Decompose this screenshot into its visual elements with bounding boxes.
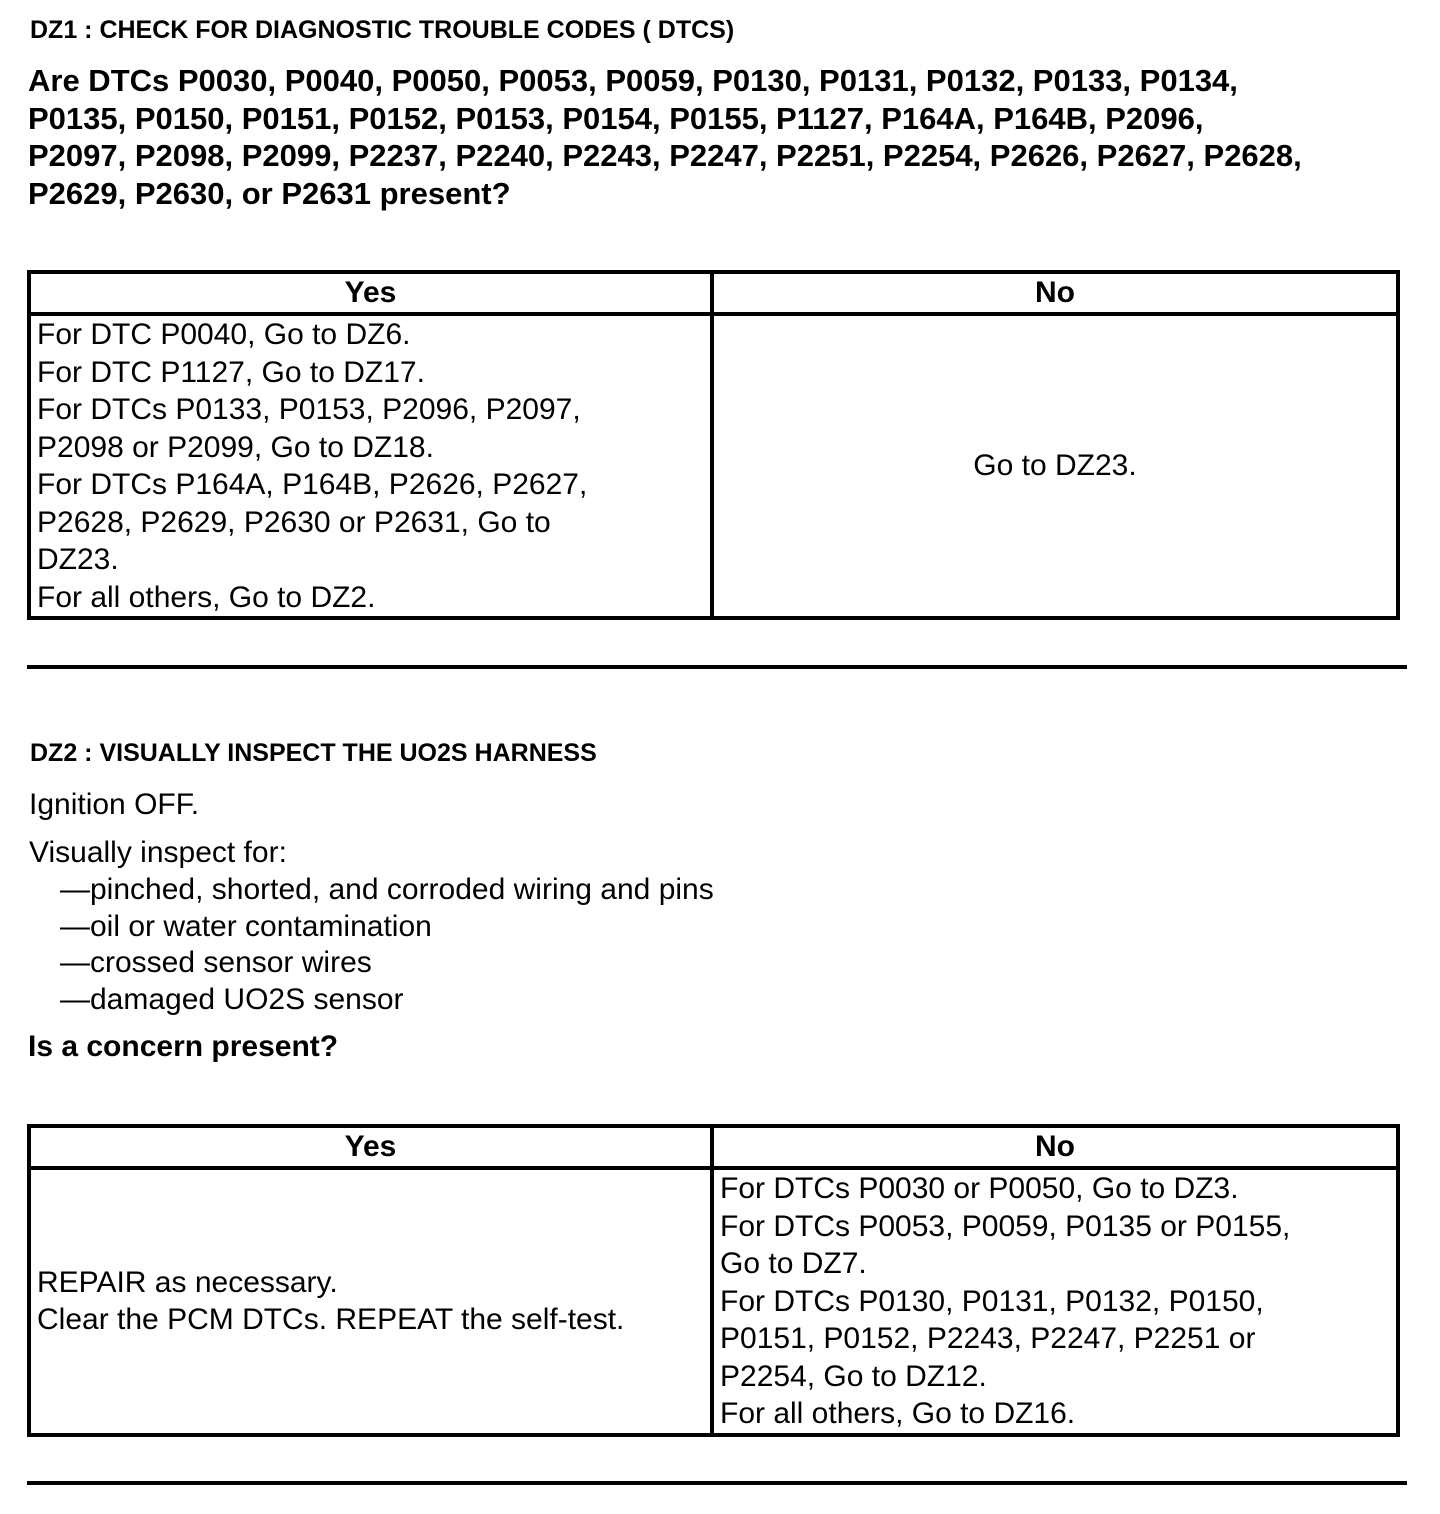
dz2-bullet: —oil or water contamination bbox=[60, 910, 432, 943]
dz2-no-line: For DTCs P0030 or P0050, Go to DZ3. bbox=[720, 1172, 1239, 1205]
dz1-table-body-row bbox=[29, 314, 1398, 618]
section-divider bbox=[27, 665, 1407, 669]
section-divider bbox=[27, 1481, 1407, 1485]
dz1-no-cell: Go to DZ23. bbox=[712, 314, 1398, 618]
dz1-question-line: P2097, P2098, P2099, P2237, P2240, P2243, P2247, P2251, P2254, P2626, P2627, P2628, bbox=[28, 138, 1302, 173]
dz1-no-header: No bbox=[712, 272, 1398, 314]
dz1-question-line: Are DTCs P0030, P0040, P0050, P0053, P0059, P0130, P0131, P0132, P0133, P0134, bbox=[28, 63, 1238, 98]
dz2-title: DZ2 : VISUALLY INSPECT THE UO2S HARNESS bbox=[30, 739, 597, 767]
dz2-bullet: —pinched, shorted, and corroded wiring and pins bbox=[60, 873, 714, 906]
dz2-yes-cell bbox=[29, 1168, 712, 1435]
dz1-yes-line: P2628, P2629, P2630 or P2631, Go to bbox=[37, 505, 551, 539]
dz1-question-line: P0135, P0150, P0151, P0152, P0153, P0154, P0155, P1127, P164A, P164B, P2096, bbox=[28, 100, 1204, 136]
dz2-decision-table bbox=[27, 1124, 1400, 1437]
dz2-no-header: No bbox=[712, 1126, 1398, 1168]
dz2-bullet: —damaged UO2S sensor bbox=[60, 983, 404, 1016]
dz1-yes-line: For DTC P0040, Go to DZ6. bbox=[37, 318, 411, 351]
dz2-yes-line: Clear the PCM DTCs. REPEAT the self-test. bbox=[37, 1303, 625, 1337]
dz2-yes-line: REPAIR as necessary. bbox=[37, 1265, 338, 1299]
dz2-no-line: P2254, Go to DZ12. bbox=[720, 1359, 987, 1393]
dz1-table-header-row bbox=[29, 272, 1398, 314]
dz2-no-cell bbox=[712, 1168, 1398, 1435]
dz2-bullet: —crossed sensor wires bbox=[60, 946, 372, 979]
dz1-yes-cell bbox=[29, 314, 712, 618]
dz1-question-line: P2629, P2630, or P2631 present? bbox=[28, 175, 511, 211]
dz1-yes-line: P2098 or P2099, Go to DZ18. bbox=[37, 430, 434, 464]
dz1-yes-header: Yes bbox=[29, 272, 712, 314]
dz1-yes-line: DZ23. bbox=[37, 543, 119, 576]
dz2-no-line: For DTCs P0053, P0059, P0135 or P0155, bbox=[720, 1209, 1291, 1243]
dz2-step-ignition: Ignition OFF. bbox=[29, 788, 200, 821]
dz2-no-line: Go to DZ7. bbox=[720, 1247, 867, 1280]
dz1-yes-line: For DTCs P164A, P164B, P2626, P2627, bbox=[37, 468, 588, 501]
dz1-question bbox=[28, 62, 1418, 212]
dz1-title: DZ1 : CHECK FOR DIAGNOSTIC TROUBLE CODES ( DTCS) bbox=[30, 16, 735, 44]
dz2-question: Is a concern present? bbox=[28, 1030, 339, 1063]
dz2-table-body-row bbox=[29, 1168, 1398, 1435]
dz2-yes-header: Yes bbox=[29, 1126, 712, 1168]
dz1-yes-line: For DTC P1127, Go to DZ17. bbox=[37, 355, 425, 389]
dz2-table-header-row bbox=[29, 1126, 1398, 1168]
dz2-no-line: P0151, P0152, P2243, P2247, P2251 or bbox=[720, 1322, 1256, 1355]
dz1-decision-table bbox=[27, 270, 1400, 620]
dz2-no-line: For all others, Go to DZ16. bbox=[720, 1397, 1076, 1430]
dz2-no-line: For DTCs P0130, P0131, P0132, P0150, bbox=[720, 1284, 1264, 1318]
dz1-yes-line: For all others, Go to DZ2. bbox=[37, 580, 376, 614]
dz2-step-inspect: Visually inspect for: bbox=[29, 836, 287, 869]
dz1-yes-line: For DTCs P0133, P0153, P2096, P2097, bbox=[37, 393, 581, 426]
